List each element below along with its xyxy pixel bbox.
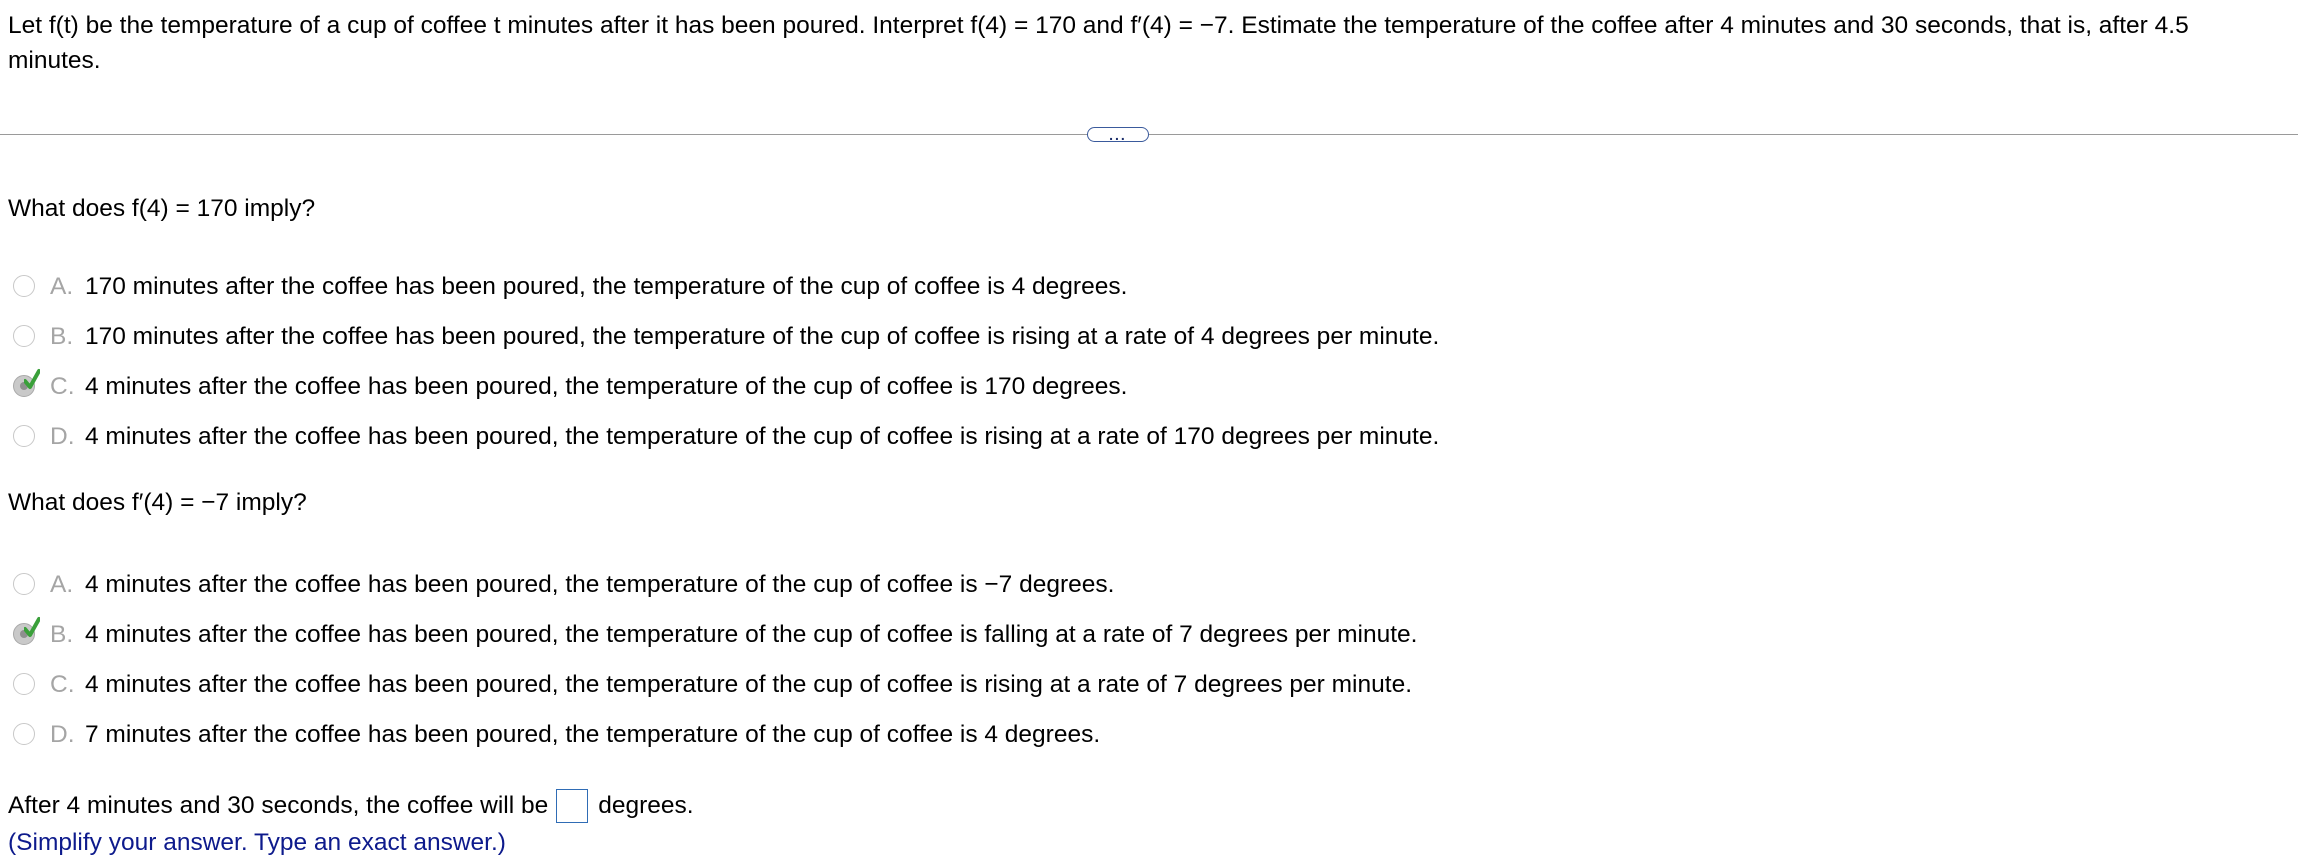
q2-option-c[interactable] xyxy=(12,667,1412,703)
option-text: 7 minutes after the coffee has been poured, the temperature of the cup of coffee is 4 degrees. xyxy=(85,721,1101,748)
q1-option-a[interactable] xyxy=(12,269,1127,305)
option-text: 170 minutes after the coffee has been poured, the temperature of the cup of coffee is rising at a rate of 4 degrees per minute. xyxy=(85,323,1440,350)
radio-button-selected[interactable] xyxy=(12,622,38,648)
section-divider xyxy=(0,134,2298,135)
option-text: 4 minutes after the coffee has been poured, the temperature of the cup of coffee is rising at a rate of 170 degrees per minute. xyxy=(85,423,1440,450)
answer-input[interactable] xyxy=(556,789,588,823)
radio-button[interactable] xyxy=(12,274,38,300)
q2-option-b[interactable] xyxy=(12,617,1417,653)
radio-button[interactable] xyxy=(12,324,38,350)
option-letter: A. xyxy=(50,273,74,300)
radio-button[interactable] xyxy=(12,572,38,598)
option-text: 4 minutes after the coffee has been poured, the temperature of the cup of coffee is rising at a rate of 7 degrees per minute. xyxy=(85,671,1412,698)
q1-option-c[interactable] xyxy=(12,369,1127,405)
problem-statement: Let f(t) be the temperature of a cup of coffee t minutes after it has been poured. Interpret f(4) = 170 and f′(4) = −7. Estimate the temperature of the coffee after 4 minutes and 30 seconds, that is, after 4.5 minutes. xyxy=(8,12,2189,74)
radio-button[interactable] xyxy=(12,424,38,450)
option-letter: B. xyxy=(50,621,74,648)
option-letter: D. xyxy=(50,721,75,748)
option-letter: C. xyxy=(50,671,75,698)
radio-button-selected[interactable] xyxy=(12,374,38,400)
answer-prefix: After 4 minutes and 30 seconds, the coffee will be xyxy=(8,792,549,819)
option-text: 4 minutes after the coffee has been poured, the temperature of the cup of coffee is 170 degrees. xyxy=(85,373,1128,400)
answer-line xyxy=(8,787,694,825)
option-letter: D. xyxy=(50,423,75,450)
answer-suffix: degrees. xyxy=(598,792,694,819)
option-text: 4 minutes after the coffee has been poured, the temperature of the cup of coffee is falling at a rate of 7 degrees per minute. xyxy=(85,621,1418,648)
answer-hint: (Simplify your answer. Type an exact answer.) xyxy=(8,829,506,856)
q2-option-a[interactable] xyxy=(12,567,1114,603)
option-letter: A. xyxy=(50,571,74,598)
q1-option-d[interactable] xyxy=(12,419,1439,455)
radio-button[interactable] xyxy=(12,722,38,748)
q2-option-d[interactable] xyxy=(12,717,1100,753)
question-1-prompt: What does f(4) = 170 imply? xyxy=(8,195,316,222)
option-text: 4 minutes after the coffee has been poured, the temperature of the cup of coffee is −7 degrees. xyxy=(85,571,1115,598)
question-2-prompt: What does f′(4) = −7 imply? xyxy=(8,489,307,516)
option-letter: C. xyxy=(50,373,75,400)
option-letter: B. xyxy=(50,323,74,350)
checkmark-icon xyxy=(24,368,40,392)
q1-option-b[interactable] xyxy=(12,319,1439,355)
checkmark-icon xyxy=(24,616,40,640)
show-more-button[interactable]: ... xyxy=(1087,127,1149,142)
radio-button[interactable] xyxy=(12,672,38,698)
option-text: 170 minutes after the coffee has been poured, the temperature of the cup of coffee is 4 degrees. xyxy=(85,273,1128,300)
